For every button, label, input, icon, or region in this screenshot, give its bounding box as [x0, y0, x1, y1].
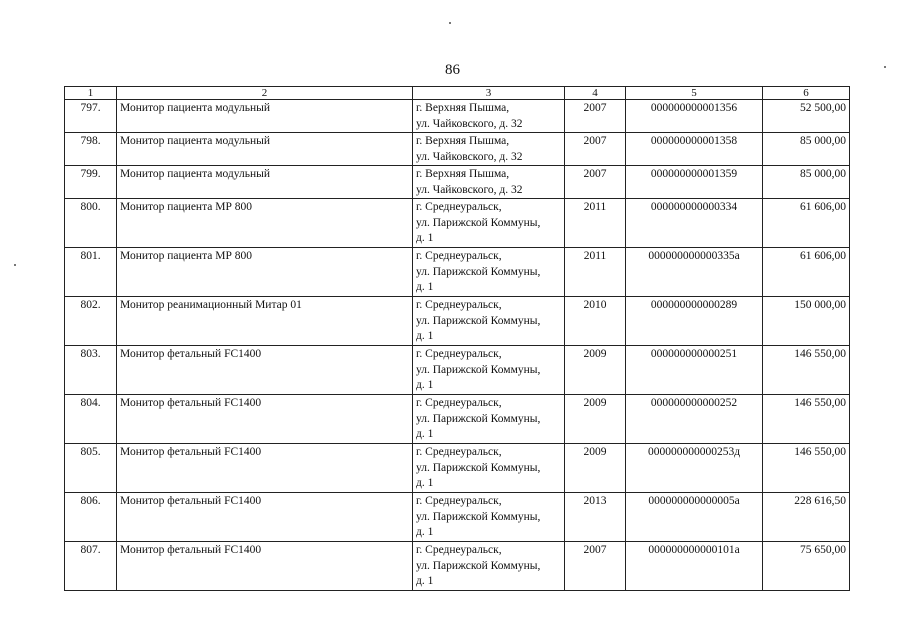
address-line: г. Среднеуральск,	[416, 348, 502, 360]
inventory-table	[64, 86, 850, 591]
year-cell: 2007	[565, 100, 626, 133]
price-cell: 228 616,50	[763, 493, 850, 542]
price-cell: 52 500,00	[763, 100, 850, 133]
price-cell: 85 000,00	[763, 166, 850, 199]
inventory-number-cell: 000000000000005а	[626, 493, 763, 542]
price-cell: 146 550,00	[763, 395, 850, 444]
item-name-cell: Монитор пациента МР 800	[117, 199, 413, 248]
year-cell: 2009	[565, 395, 626, 444]
item-name-cell: Монитор фетальный FC1400	[117, 346, 413, 395]
table-row	[65, 444, 850, 493]
row-number-cell: 801.	[65, 248, 117, 297]
address-cell	[413, 444, 565, 493]
address-cell	[413, 297, 565, 346]
table-row	[65, 297, 850, 346]
year-cell: 2013	[565, 493, 626, 542]
item-name-cell: Монитор фетальный FC1400	[117, 444, 413, 493]
column-header: 6	[763, 87, 850, 100]
table-row	[65, 493, 850, 542]
address-cell	[413, 248, 565, 297]
row-number-cell: 806.	[65, 493, 117, 542]
price-cell: 85 000,00	[763, 133, 850, 166]
table-row	[65, 166, 850, 199]
address-line: г. Среднеуральск,	[416, 250, 502, 262]
item-name-cell: Монитор фетальный FC1400	[117, 395, 413, 444]
address-line: г. Среднеуральск,	[416, 495, 502, 507]
column-header: 1	[65, 87, 117, 100]
address-line: ул. Парижской Коммуны,	[416, 363, 541, 376]
address-line: ул. Парижской Коммуны,	[416, 559, 541, 572]
inventory-number-cell: 000000000001356	[626, 100, 763, 133]
item-name-cell: Монитор пациента МР 800	[117, 248, 413, 297]
address-line: д. 1	[416, 379, 434, 391]
address-line: г. Среднеуральск,	[416, 544, 502, 556]
row-number-cell: 805.	[65, 444, 117, 493]
address-line: г. Среднеуральск,	[416, 299, 502, 311]
address-line: д. 1	[416, 477, 434, 489]
address-line: ул. Парижской Коммуны,	[416, 265, 541, 278]
inventory-number-cell: 000000000000334	[626, 199, 763, 248]
year-cell: 2009	[565, 444, 626, 493]
address-line: г. Среднеуральск,	[416, 446, 502, 458]
address-line: ул. Чайковского, д. 32	[416, 183, 523, 196]
year-cell: 2011	[565, 199, 626, 248]
address-cell	[413, 346, 565, 395]
year-cell: 2009	[565, 346, 626, 395]
price-cell: 150 000,00	[763, 297, 850, 346]
row-number-cell: 799.	[65, 166, 117, 199]
table-row	[65, 248, 850, 297]
row-number-cell: 797.	[65, 100, 117, 133]
address-line: г. Среднеуральск,	[416, 201, 502, 213]
price-cell: 61 606,00	[763, 248, 850, 297]
address-line: г. Верхняя Пышма,	[416, 135, 510, 147]
header-row	[65, 87, 850, 100]
address-line: ул. Парижской Коммуны,	[416, 412, 541, 425]
address-line: г. Верхняя Пышма,	[416, 168, 510, 180]
price-cell: 61 606,00	[763, 199, 850, 248]
address-cell	[413, 493, 565, 542]
item-name-cell: Монитор фетальный FC1400	[117, 542, 413, 591]
address-line: д. 1	[416, 428, 434, 440]
item-name-cell: Монитор реанимационный Митар 01	[117, 297, 413, 346]
item-name-cell: Монитор пациента модульный	[117, 166, 413, 199]
year-cell: 2010	[565, 297, 626, 346]
price-cell: 146 550,00	[763, 346, 850, 395]
scan-speck	[14, 264, 16, 266]
year-cell: 2007	[565, 542, 626, 591]
table-row	[65, 346, 850, 395]
item-name-cell: Монитор фетальный FC1400	[117, 493, 413, 542]
inventory-number-cell: 000000000000252	[626, 395, 763, 444]
row-number-cell: 802.	[65, 297, 117, 346]
inventory-number-cell: 000000000001358	[626, 133, 763, 166]
inventory-number-cell: 000000000000335а	[626, 248, 763, 297]
year-cell: 2007	[565, 166, 626, 199]
year-cell: 2007	[565, 133, 626, 166]
inventory-number-cell: 000000000001359	[626, 166, 763, 199]
table-row	[65, 395, 850, 444]
address-line: д. 1	[416, 575, 434, 587]
address-line: д. 1	[416, 232, 434, 244]
item-name-cell: Монитор пациента модульный	[117, 133, 413, 166]
address-cell	[413, 199, 565, 248]
row-number-cell: 798.	[65, 133, 117, 166]
scan-speck	[449, 22, 451, 24]
address-line: ул. Парижской Коммуны,	[416, 510, 541, 523]
table-body	[65, 100, 850, 591]
address-cell	[413, 166, 565, 199]
price-cell: 75 650,00	[763, 542, 850, 591]
inventory-number-cell: 000000000000289	[626, 297, 763, 346]
address-line: ул. Парижской Коммуны,	[416, 216, 541, 229]
price-cell: 146 550,00	[763, 444, 850, 493]
column-header: 3	[413, 87, 565, 100]
column-header: 2	[117, 87, 413, 100]
table-row	[65, 100, 850, 133]
address-line: ул. Чайковского, д. 32	[416, 117, 523, 130]
address-cell	[413, 133, 565, 166]
page-number: 86	[445, 62, 460, 78]
row-number-cell: 800.	[65, 199, 117, 248]
address-line: ул. Парижской Коммуны,	[416, 314, 541, 327]
address-cell	[413, 395, 565, 444]
table-row	[65, 542, 850, 591]
item-name-cell: Монитор пациента модульный	[117, 100, 413, 133]
address-line: г. Среднеуральск,	[416, 397, 502, 409]
table-row	[65, 133, 850, 166]
row-number-cell: 807.	[65, 542, 117, 591]
address-cell	[413, 542, 565, 591]
scan-speck	[884, 66, 886, 68]
row-number-cell: 804.	[65, 395, 117, 444]
address-line: д. 1	[416, 330, 434, 342]
row-number-cell: 803.	[65, 346, 117, 395]
inventory-number-cell: 000000000000101а	[626, 542, 763, 591]
inventory-number-cell: 000000000000251	[626, 346, 763, 395]
column-header: 4	[565, 87, 626, 100]
address-cell	[413, 100, 565, 133]
column-header: 5	[626, 87, 763, 100]
inventory-number-cell: 000000000000253д	[626, 444, 763, 493]
table-row	[65, 199, 850, 248]
address-line: д. 1	[416, 526, 434, 538]
year-cell: 2011	[565, 248, 626, 297]
address-line: г. Верхняя Пышма,	[416, 102, 510, 114]
address-line: д. 1	[416, 281, 434, 293]
address-line: ул. Парижской Коммуны,	[416, 461, 541, 474]
address-line: ул. Чайковского, д. 32	[416, 150, 523, 163]
